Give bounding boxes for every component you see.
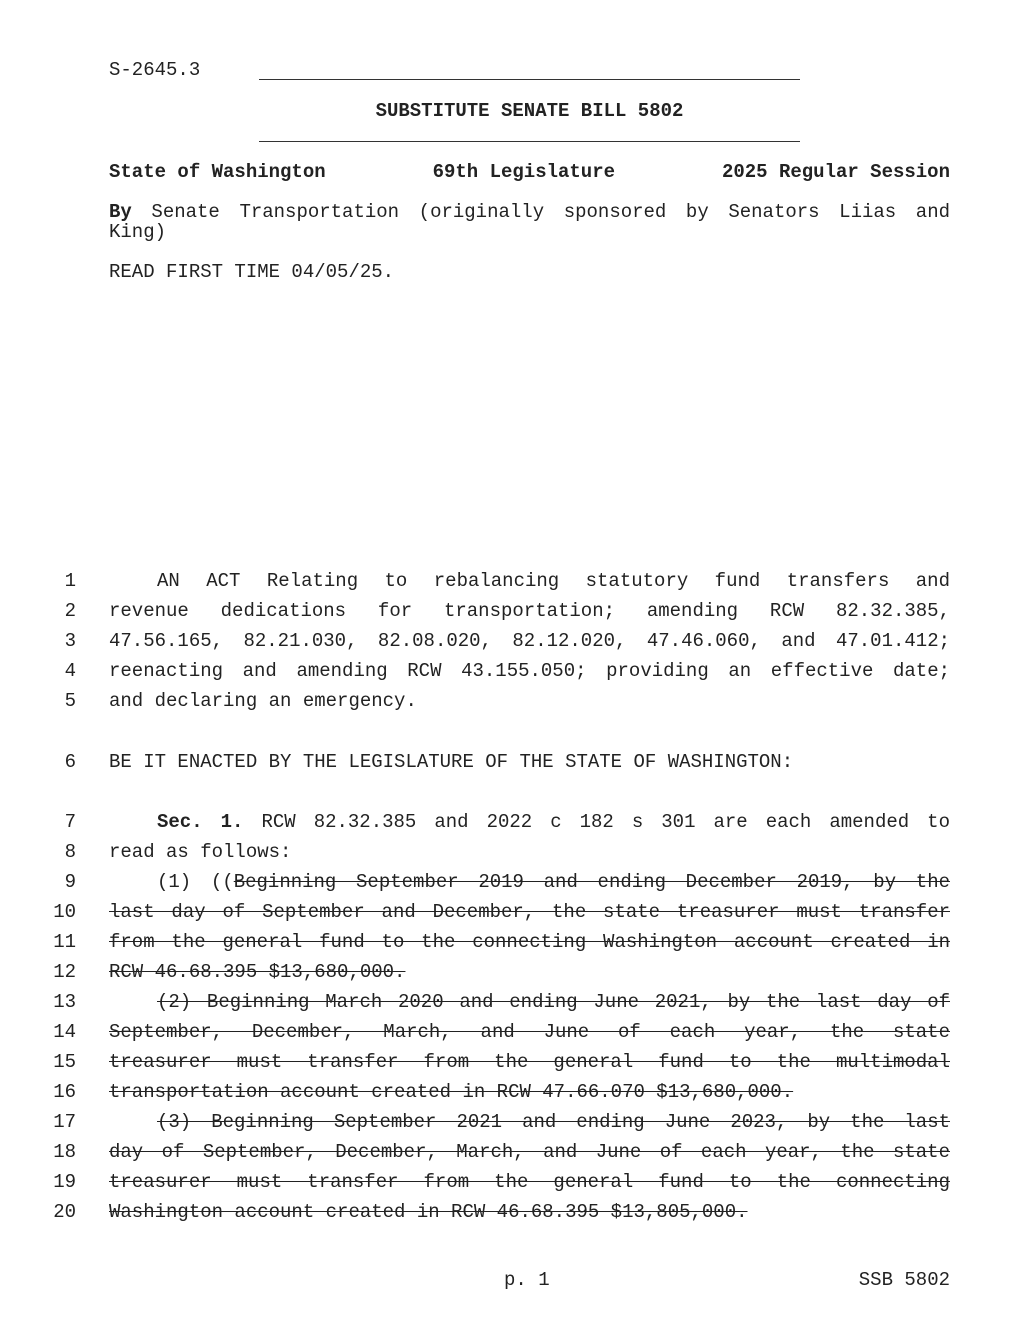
document-code: S-2645.3 [109, 59, 201, 81]
struck-line: September, December, March, and June of each year, the state [109, 1021, 950, 1043]
struck-line: Washington account created in RCW 46.68.395 $13,805,000. [109, 1201, 748, 1223]
bill-title: SUBSTITUTE SENATE BILL 5802 [375, 100, 684, 122]
line-number: 19 [53, 1171, 76, 1193]
sponsor-text: Senate Transportation (originally sponsored by Senators Liias and [151, 201, 950, 223]
line-number: 4 [64, 660, 76, 682]
by-label: By [109, 201, 132, 223]
line-number: 6 [64, 751, 76, 773]
line-number: 7 [64, 811, 76, 833]
struck-line: (3) Beginning September 2021 and ending June 2023, by the last [157, 1111, 950, 1133]
body-line: AN ACT Relating to rebalancing statutory fund transfers and [157, 570, 950, 592]
section-label: Sec. 1. [157, 811, 244, 833]
line-number: 10 [53, 901, 76, 923]
line-number: 1 [64, 570, 76, 592]
subsection-prefix: (1) (( [157, 871, 234, 893]
section-heading-text: RCW 82.32.385 and 2022 c 182 s 301 are each amended to [261, 811, 950, 833]
body-line: revenue dedications for transportation; amending RCW 82.32.385, [109, 600, 950, 622]
sponsor-line-2: King) [109, 221, 167, 243]
page-number: p. 1 [504, 1269, 550, 1291]
struck-line: RCW 46.68.395 $13,680,000. [109, 961, 406, 983]
footer-bill-id: SSB 5802 [858, 1269, 950, 1291]
struck-text: Beginning September 2019 and ending December 2019, by the [233, 871, 950, 893]
sponsor-line [109, 201, 950, 223]
line-number: 15 [53, 1051, 76, 1073]
line-number: 14 [53, 1021, 76, 1043]
line-number: 11 [53, 931, 76, 953]
section-heading-line [109, 811, 950, 833]
line-number: 3 [64, 630, 76, 652]
struck-line: from the general fund to the connecting Washington account created in [109, 931, 950, 953]
struck-line: treasurer must transfer from the general fund to the multimodal [109, 1051, 950, 1073]
line-number: 12 [53, 961, 76, 983]
line-number: 20 [53, 1201, 76, 1223]
session-row [109, 161, 950, 183]
state-name: State of Washington [109, 161, 326, 183]
line-number: 17 [53, 1111, 76, 1133]
line-number: 5 [64, 690, 76, 712]
body-line [109, 871, 950, 893]
enacting-clause: BE IT ENACTED BY THE LEGISLATURE OF THE STATE OF WASHINGTON: [109, 751, 794, 773]
line-number: 18 [53, 1141, 76, 1163]
body-line: and declaring an emergency. [109, 690, 417, 712]
struck-line: transportation account created in RCW 47.66.070 $13,680,000. [109, 1081, 794, 1103]
struck-line: (2) Beginning March 2020 and ending June 2021, by the last day of [157, 991, 950, 1013]
legislature-number: 69th Legislature [432, 161, 616, 183]
line-number: 8 [64, 841, 76, 863]
session-name: 2025 Regular Session [721, 161, 950, 183]
read-first-time: READ FIRST TIME 04/05/25. [109, 261, 395, 283]
title-rule-top [259, 79, 800, 80]
line-number: 13 [53, 991, 76, 1013]
struck-line: last day of September and December, the state treasurer must transfer [109, 901, 950, 923]
body-line: reenacting and amending RCW 43.155.050; providing an effective date; [109, 660, 950, 682]
title-rule-bottom [259, 141, 800, 142]
struck-line: day of September, December, March, and June of each year, the state [109, 1141, 950, 1163]
body-line: 47.56.165, 82.21.030, 82.08.020, 82.12.020, 47.46.060, and 47.01.412; [109, 630, 950, 652]
line-number: 16 [53, 1081, 76, 1103]
body-line: read as follows: [109, 841, 292, 863]
struck-line: treasurer must transfer from the general fund to the connecting [109, 1171, 950, 1193]
line-number: 2 [64, 600, 76, 622]
line-number: 9 [64, 871, 76, 893]
